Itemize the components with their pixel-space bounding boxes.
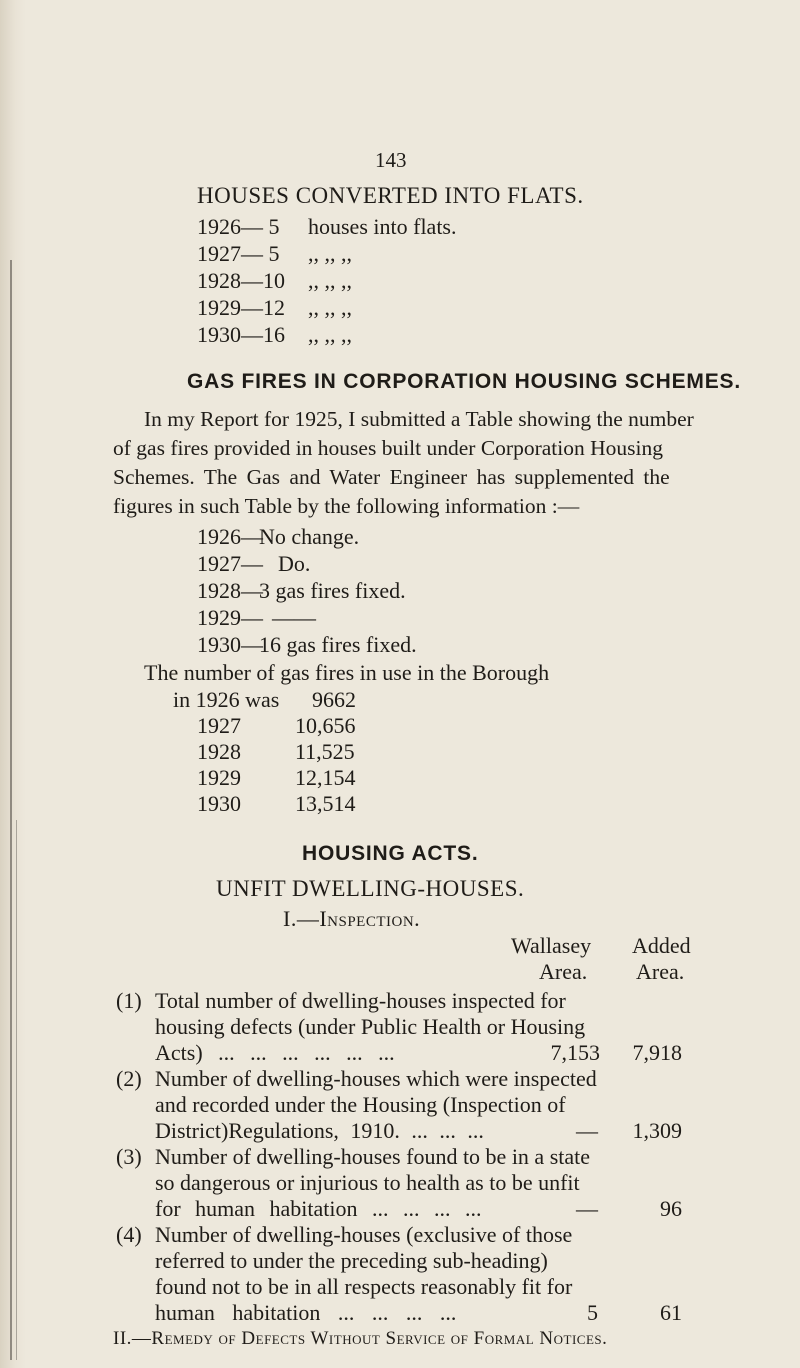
converted-row-ditto: ,, ,, ,, bbox=[308, 322, 352, 347]
added-value: 96 bbox=[660, 1196, 682, 1221]
item-number: (1) bbox=[116, 988, 142, 1013]
col-header-added-area: Area. bbox=[636, 959, 685, 984]
item-line: referred to under the preceding sub-heading) bbox=[155, 1248, 548, 1273]
borough-year: 1928 bbox=[197, 739, 241, 764]
item-line: human habitation ... ... ... ... bbox=[155, 1300, 457, 1325]
borough-value: 13,514 bbox=[295, 791, 356, 816]
item-number: (4) bbox=[116, 1222, 142, 1247]
added-value: 1,309 bbox=[632, 1118, 682, 1143]
item-line: Total number of dwelling-houses inspected for bbox=[155, 988, 566, 1013]
info-text: 16 gas fires fixed. bbox=[259, 632, 417, 657]
col-header-added: Added bbox=[632, 933, 691, 958]
info-text: No change. bbox=[259, 524, 360, 549]
info-year: 1926— bbox=[197, 524, 263, 549]
wallasey-value: 7,153 bbox=[550, 1040, 600, 1065]
converted-row-ditto: ,, ,, ,, bbox=[308, 268, 352, 293]
unfit-heading: UNFIT DWELLING-HOUSES. bbox=[216, 876, 525, 901]
added-value: 61 bbox=[660, 1300, 682, 1325]
converted-row: 1928—10 bbox=[197, 268, 285, 293]
gas-fires-heading: GAS FIRES IN CORPORATION HOUSING SCHEMES. bbox=[187, 370, 741, 393]
item-line: housing defects (under Public Health or Housing bbox=[155, 1014, 586, 1039]
info-text: 3 gas fires fixed. bbox=[259, 578, 406, 603]
item-number: (2) bbox=[116, 1066, 142, 1091]
borough-year: in 1926 was bbox=[173, 687, 280, 712]
page-number: 143 bbox=[375, 148, 407, 172]
gas-fires-para-line: In my Report for 1925, I submitted a Table showing the number bbox=[144, 407, 694, 431]
borough-value: 11,525 bbox=[295, 739, 355, 764]
item-line: so dangerous or injurious to health as to be unfit bbox=[155, 1170, 580, 1195]
info-text: Do. bbox=[278, 551, 311, 576]
page-binding-edge bbox=[0, 0, 26, 1368]
converted-row: 1930—16 bbox=[197, 322, 285, 347]
converted-row-ditto: ,, ,, ,, bbox=[308, 295, 352, 320]
item-line: Number of dwelling-houses found to be in a state bbox=[155, 1144, 591, 1169]
wallasey-value: — bbox=[576, 1118, 598, 1143]
section-ii-heading: II.—Remedy of Defects Without Service of Formal Notices. bbox=[113, 1328, 608, 1349]
gutter-shadow-line bbox=[10, 260, 12, 1360]
item-line: for human habitation ... ... ... ... bbox=[155, 1196, 482, 1221]
borough-value: 12,154 bbox=[295, 765, 356, 790]
borough-intro: The number of gas fires in use in the Borough bbox=[144, 660, 550, 685]
info-year: 1928— bbox=[197, 578, 263, 603]
item-number: (3) bbox=[116, 1144, 142, 1169]
info-year: 1929— bbox=[197, 605, 263, 630]
gas-fires-para-line: Schemes. The Gas and Water Engineer has supplemented the bbox=[113, 465, 670, 489]
info-year: 1927— bbox=[197, 551, 263, 576]
converted-row: 1929—12 bbox=[197, 295, 285, 320]
section-i-heading: I.—Inspection. bbox=[283, 906, 421, 931]
item-line: Number of dwelling-houses (exclusive of those bbox=[155, 1222, 573, 1247]
converted-row-ditto: ,, ,, ,, bbox=[308, 241, 352, 266]
housing-acts-heading: HOUSING ACTS. bbox=[302, 842, 479, 865]
info-year: 1930— bbox=[197, 632, 263, 657]
wallasey-value: — bbox=[576, 1196, 598, 1221]
col-header-wallasey: Wallasey bbox=[511, 933, 592, 958]
wallasey-value: 5 bbox=[587, 1300, 598, 1325]
item-line: District)Regulations, 1910. ... ... ... bbox=[155, 1118, 484, 1143]
converted-row: 1926— 5 bbox=[197, 214, 280, 239]
item-line: Acts) ... ... ... ... ... ... bbox=[155, 1040, 395, 1065]
borough-value: 10,656 bbox=[295, 713, 356, 738]
borough-value: 9662 bbox=[312, 687, 356, 712]
converted-row-text: houses into flats. bbox=[308, 214, 457, 239]
borough-year: 1929 bbox=[197, 765, 241, 790]
item-line: found not to be in all respects reasonably fit for bbox=[155, 1274, 573, 1299]
gutter-shadow-line-2 bbox=[16, 820, 17, 1360]
borough-year: 1927 bbox=[197, 713, 241, 738]
col-header-wallasey-area: Area. bbox=[539, 959, 588, 984]
item-line: and recorded under the Housing (Inspection of bbox=[155, 1092, 566, 1117]
converted-title: HOUSES CONVERTED INTO FLATS. bbox=[197, 183, 584, 208]
item-line: Number of dwelling-houses which were inspected bbox=[155, 1066, 597, 1091]
converted-row: 1927— 5 bbox=[197, 241, 280, 266]
info-text: —— bbox=[272, 605, 316, 630]
gas-fires-para-line: figures in such Table by the following information :— bbox=[113, 494, 580, 518]
borough-year: 1930 bbox=[197, 791, 241, 816]
gas-fires-para-line: of gas fires provided in houses built under Corporation Housing bbox=[113, 436, 663, 460]
added-value: 7,918 bbox=[632, 1040, 682, 1065]
